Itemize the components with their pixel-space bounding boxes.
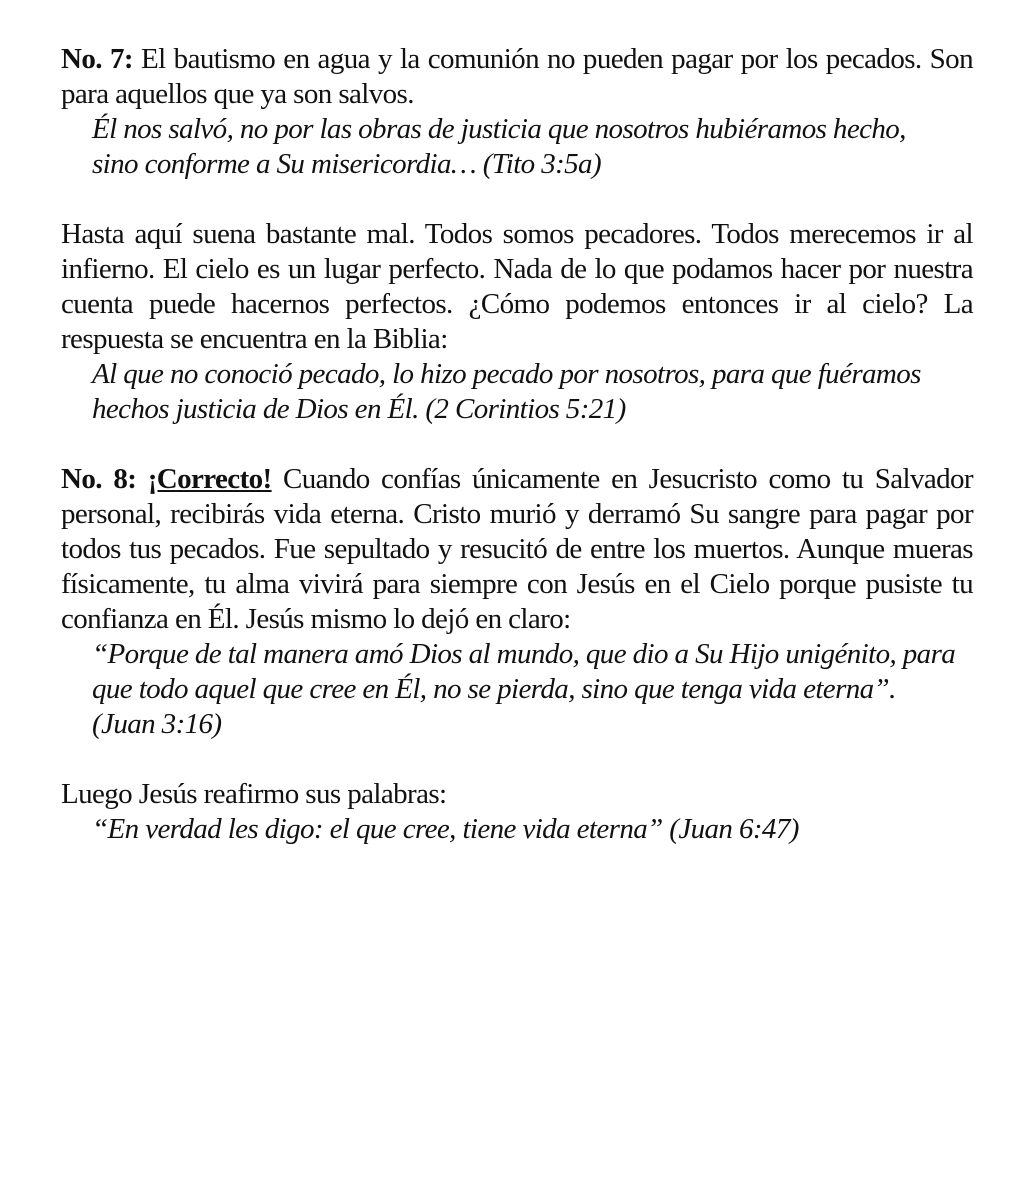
paragraph-gap: [61, 427, 973, 462]
paragraph-intro: [61, 217, 973, 357]
quote-line: “Porque de tal manera amó Dios al mundo, que dio a Su Hijo unigénito, para: [92, 638, 956, 670]
paragraph-text: Luego Jesús reafirmo sus palabras:: [61, 778, 447, 810]
quote-line: “En verdad les digo: el que cree, tiene vida eterna” (Juan 6:47): [92, 813, 799, 845]
paragraph-text: Hasta aquí suena bastante mal. Todos somos pecadores. Todos merecemos ir al infierno. El cielo es un lugar perfecto. Nada de lo que podamos hacer por nuestra cuenta puede hacernos perfectos. ¿Cómo podemos entonces ir al cielo? La respuesta se encuentra en la Biblia:: [61, 218, 973, 355]
paragraph-gap: [61, 742, 973, 777]
paragraph-closing: [61, 777, 973, 812]
section-intro: [61, 217, 973, 427]
section-no-7: [61, 42, 973, 182]
quote-line: Al que no conoció pecado, lo hizo pecado por nosotros, para que fuéramos: [92, 358, 921, 390]
paragraph-text: El bautismo en agua y la comunión no pueden pagar por los pecados. Son para aquellos que ya son salvos.: [61, 43, 973, 110]
paragraph-no-7: [61, 42, 973, 112]
paragraph-no-8: [61, 462, 973, 637]
quote-line: que todo aquel que cree en Él, no se pierda, sino que tenga vida eterna”.: [92, 673, 896, 705]
scripture-quote: [61, 357, 973, 427]
paragraph-gap: [61, 182, 973, 217]
scripture-quote: [61, 112, 973, 182]
document-page: [61, 42, 973, 847]
quote-line: Él nos salvó, no por las obras de justicia que nosotros hubiéramos hecho,: [92, 113, 906, 145]
correct-highlight: ¡Correcto!: [147, 463, 272, 495]
section-no-8: [61, 462, 973, 742]
quote-line: hechos justicia de Dios en Él. (2 Corintios 5:21): [92, 393, 626, 425]
scripture-quote: [61, 637, 973, 742]
quote-line: (Juan 3:16): [92, 708, 222, 740]
quote-line: sino conforme a Su misericordia… (Tito 3:5a): [92, 148, 602, 180]
item-label: No. 8:: [61, 463, 137, 495]
scripture-quote: [61, 812, 973, 847]
item-label: No. 7:: [61, 43, 133, 75]
section-closing: [61, 777, 973, 847]
paragraph-text: Cuando confías únicamente en Jesucristo como tu Salvador personal, recibirás vida eterna. Cristo murió y derramó Su sangre para pagar por todos tus pecados. Fue sepultado y resucitó de entre los muertos. Aunque mueras físicamente, tu alma vivirá para siempre con Jesús en el Cielo porque pusiste tu confianza en Él. Jesús mismo lo dejó en claro:: [61, 463, 973, 635]
